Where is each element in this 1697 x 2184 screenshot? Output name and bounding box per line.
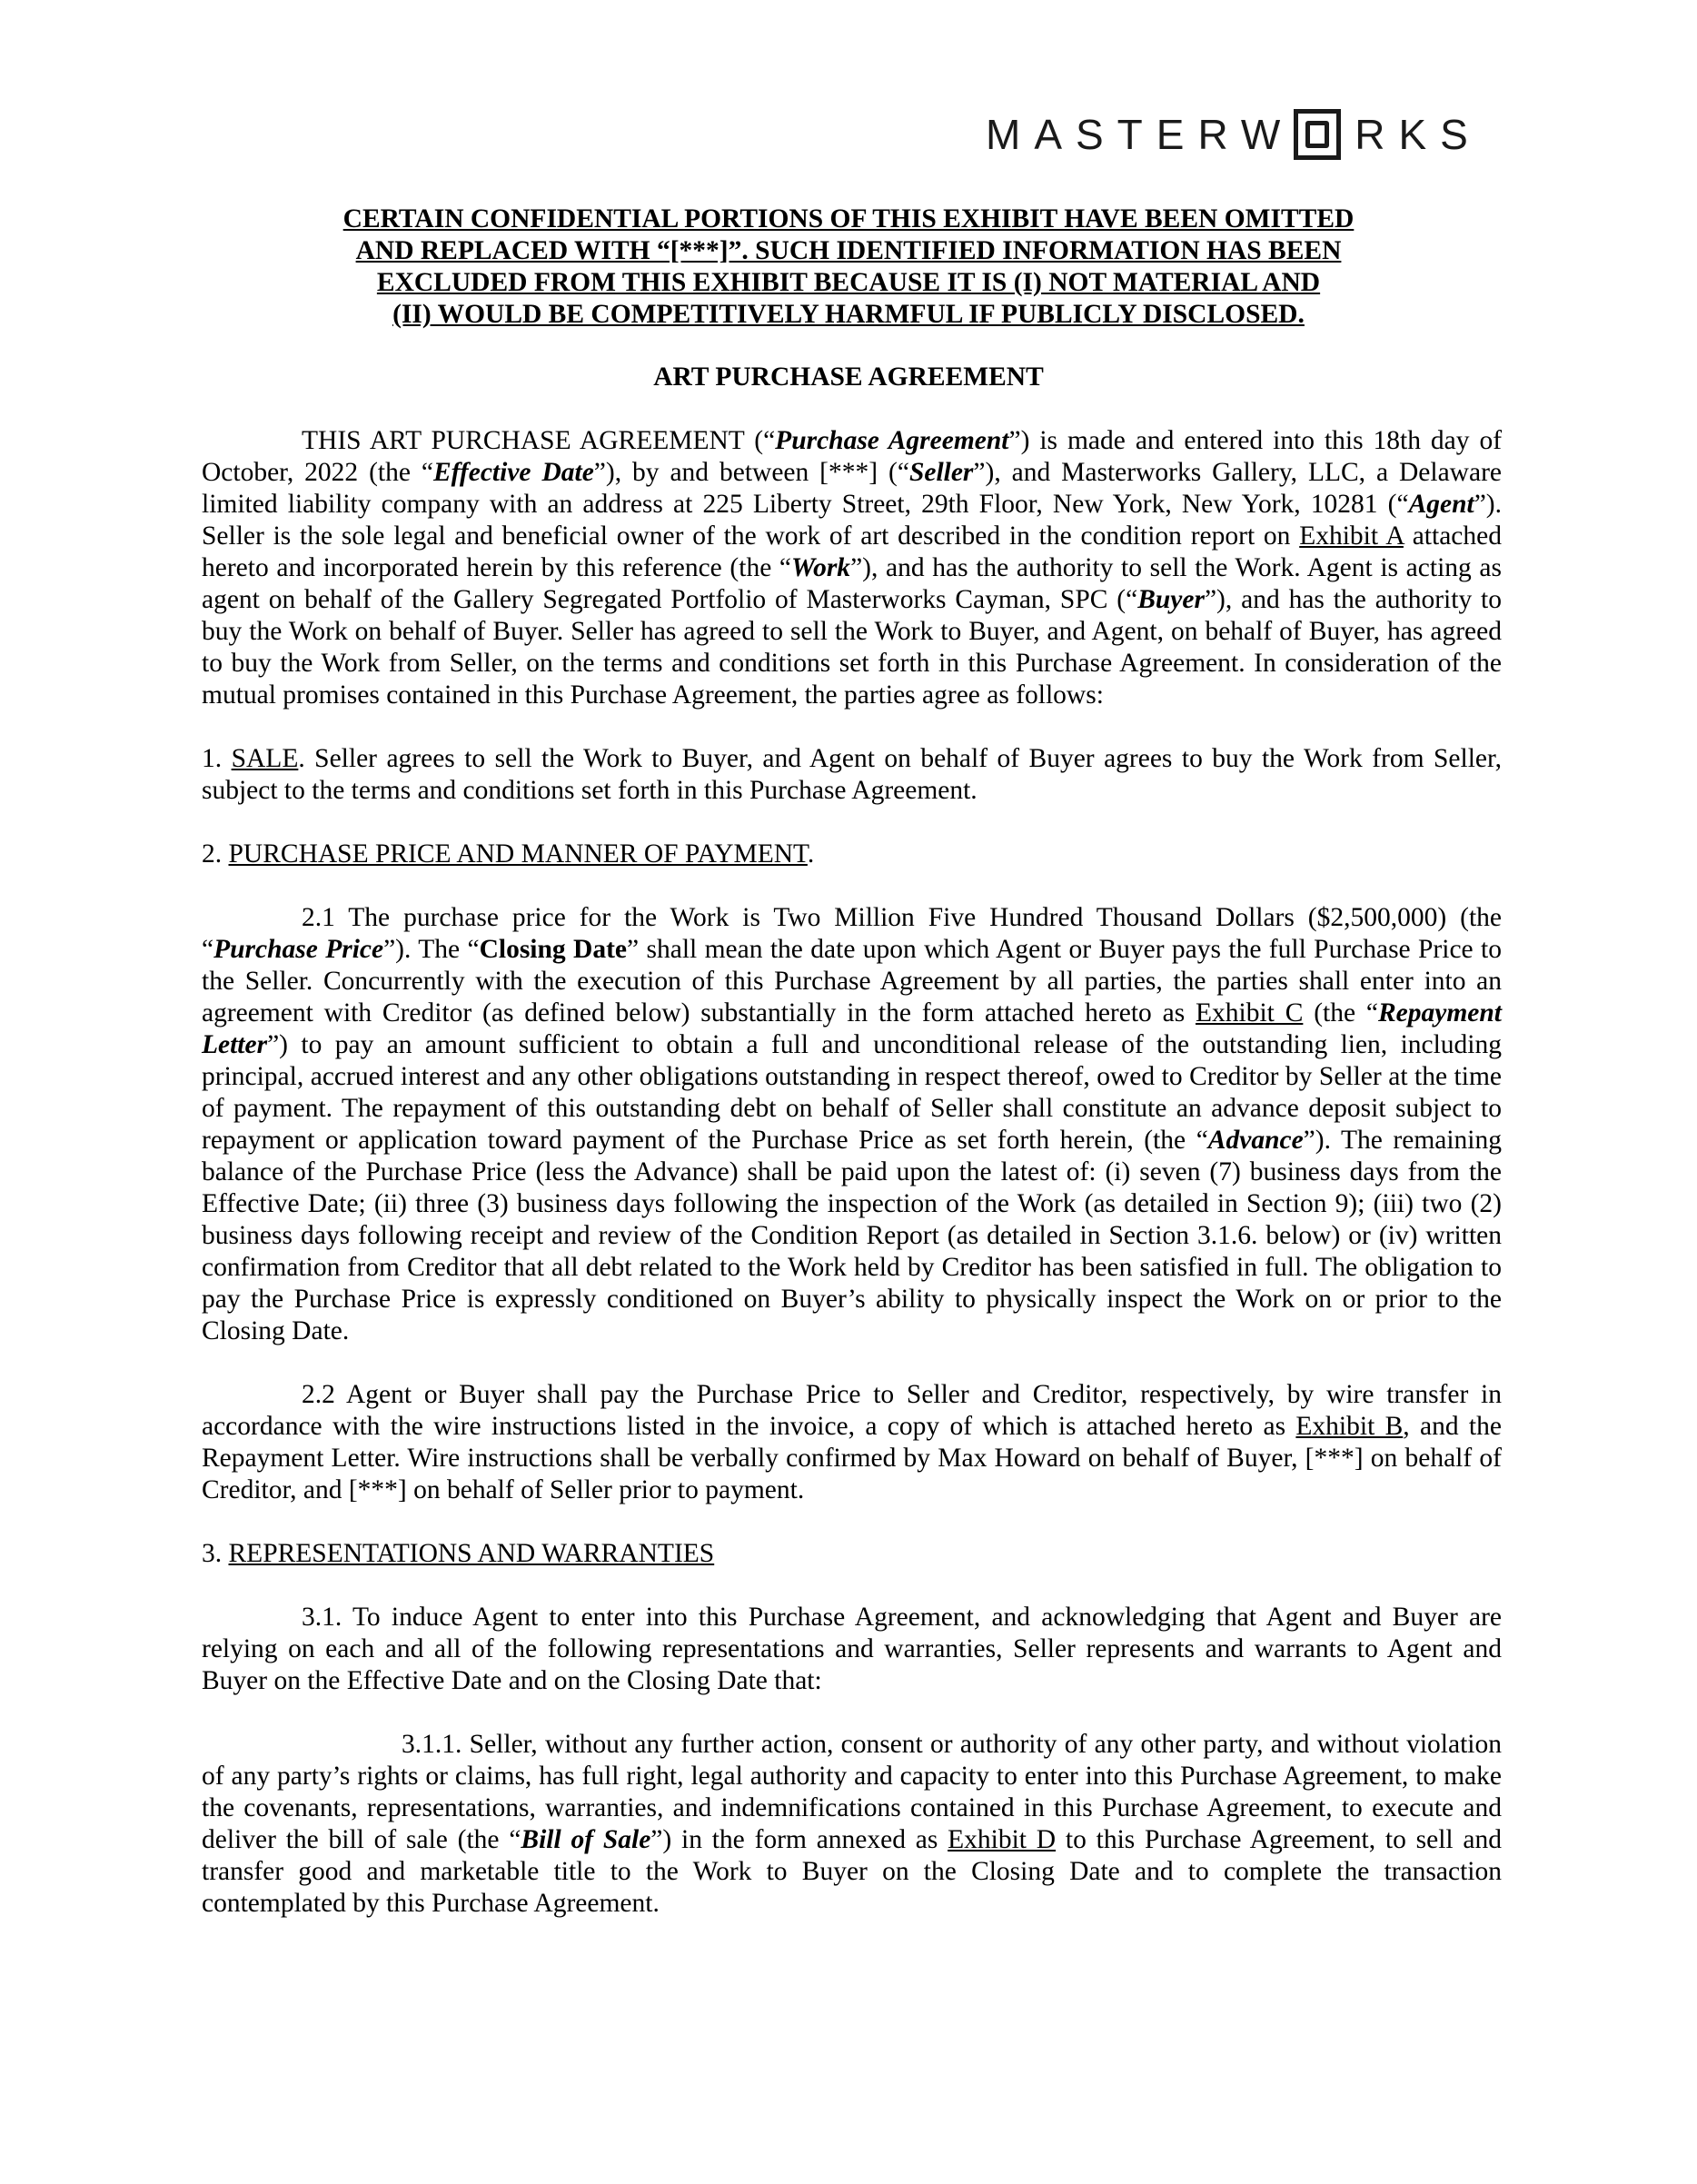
logo-o-box-icon — [1294, 109, 1341, 160]
section-number: 2. — [202, 839, 229, 869]
confidential-line: CERTAIN CONFIDENTIAL PORTIONS OF THIS EXHIBIT HAVE BEEN OMITTED — [342, 204, 1355, 233]
section-text: ”). The “ — [383, 935, 480, 964]
intro-text: ”), and has the authority to sell the Work. Agent is acting as agent on behalf of the Gallery Segregated Portfolio of Masterworks Cayman, SPC (“ — [202, 553, 1502, 614]
defined-term: Repayment Letter — [202, 998, 1502, 1059]
logo-text-right: RKS — [1355, 110, 1482, 158]
section-text: , and the Repayment Letter. Wire instructions shall be verbally confirmed by Max Howard on behalf of Buyer, [***] on behalf of Creditor, and [***] on behalf of Seller prior to payment. — [202, 1412, 1502, 1504]
defined-term: Seller — [908, 458, 974, 487]
section-2-2 — [202, 1379, 1502, 1506]
section-number: 3. — [202, 1539, 229, 1568]
intro-text: ”), by and between [***] (“ — [593, 458, 909, 487]
section-3 — [202, 1538, 1502, 1570]
section-text: 2.2 Agent or Buyer shall pay the Purchase Price to Seller and Creditor, respectively, by wire transfer in accordance with the wire instructions listed in the invoice, a copy of which is attached hereto as — [202, 1380, 1502, 1441]
section-3-1-1 — [202, 1729, 1502, 1920]
intro-text: ”), and Masterworks Gallery, LLC, a Delaware limited liability company with an address at 225 Liberty Street, 29th Floor, New York, New York, 10281 (“ — [202, 458, 1503, 519]
intro-text: ”) is made and entered into this 18th day of October, 2022 (the “ — [202, 426, 1503, 487]
section-number: 1. — [202, 744, 232, 773]
section-text: 3.1.1. Seller, without any further action, consent or authority of any other party, and without violation of any party’s rights or claims, has full right, legal authority and capacity to enter into this Purchase Agreement, to make the covenants, representations, warranties, and indemnifications contained in this Purchase Agreement, to execute and deliver the bill of sale (the “ — [202, 1730, 1502, 1854]
masterworks-logo — [986, 107, 1482, 162]
exhibit-a-link: Exhibit A — [1299, 521, 1404, 551]
defined-term: Effective Date — [432, 458, 594, 487]
section-2-1 — [202, 902, 1502, 1347]
intro-text: attached hereto and incorporated herein by this reference (the “ — [202, 521, 1502, 582]
defined-term: Work — [791, 553, 851, 582]
defined-term: Purchase Agreement — [775, 426, 1009, 455]
section-text: ”). The remaining balance of the Purchase Price (less the Advance) shall be paid upon the latest of: (i) seven (7) business days from the Effective Date; (ii) three (3) business days following the inspection of the Work (as detailed in Section 9); (iii) two (2) business days following receipt and review of the Condition Report (as detailed in Section 3.1.6. below) or (iv) written confirmation from Creditor that all debt related to the Work held by Creditor has been satisfied in full. The obligation to pay the Purchase Price is expressly conditioned on Buyer’s ability to physically inspect the Work on or prior to the Closing Date. — [202, 1126, 1502, 1345]
section-heading: SALE — [231, 744, 299, 773]
exhibit-b-link: Exhibit B — [1295, 1412, 1404, 1441]
document-title: ART PURCHASE AGREEMENT — [653, 362, 1044, 392]
intro-text: ”). Seller is the sole legal and beneficial owner of the work of art described in the condition report on — [202, 490, 1502, 551]
exhibit-c-link: Exhibit C — [1196, 998, 1304, 1027]
intro-text: ”), and has the authority to buy the Work on behalf of Buyer. Seller has agreed to sell the Work to Buyer, and Agent, on behalf of Buyer, has agreed to buy the Work from Seller, on the terms and conditions set forth in this Purchase Agreement. In consideration of the mutual promises contained in this Purchase Agreement, the parties agree as follows: — [202, 585, 1503, 710]
section-text: to this Purchase Agreement, to sell and transfer good and marketable title to the Work to Buyer on the Closing Date and to complete the transaction contemplated by this Purchase Agreement. — [202, 1825, 1502, 1918]
section-text: 2.1 The purchase price for the Work is Two Million Five Hundred Thousand Dollars ($2,500,000) (the “ — [202, 903, 1502, 964]
exhibit-d-link: Exhibit D — [948, 1825, 1057, 1854]
defined-term: Closing Date — [479, 935, 628, 964]
section-text: (the “ — [1303, 998, 1378, 1027]
section-text: . Seller agrees to sell the Work to Buyer, and Agent on behalf of Buyer agrees to buy the Work from Seller, subject to the terms and conditions set forth in this Purchase Agreement. — [202, 744, 1503, 805]
section-heading: REPRESENTATIONS AND WARRANTIES — [228, 1539, 715, 1568]
defined-term: Purchase Price — [213, 935, 384, 964]
confidential-line: EXCLUDED FROM THIS EXHIBIT BECAUSE IT IS (I) NOT MATERIAL AND — [376, 268, 1321, 297]
section-1 — [202, 743, 1502, 807]
section-text: ”) in the form annexed as — [650, 1825, 948, 1854]
defined-term: Buyer — [1137, 585, 1205, 614]
defined-term: Bill of Sale — [521, 1825, 651, 1854]
section-text: . — [807, 839, 815, 869]
confidential-notice — [273, 204, 1424, 331]
defined-term: Advance — [1207, 1126, 1304, 1155]
section-3-1 — [202, 1602, 1502, 1697]
section-2 — [202, 839, 1502, 870]
intro-paragraph — [202, 425, 1502, 711]
confidential-line: AND REPLACED WITH “[***]”. SUCH IDENTIFIED INFORMATION HAS BEEN — [355, 236, 1342, 265]
intro-text: THIS ART PURCHASE AGREEMENT (“ — [302, 426, 776, 455]
section-text: ” shall mean the date upon which Agent or Buyer pays the full Purchase Price to the Seller. Concurrently with the execution of this Purchase Agreement by all parties, the parties shall enter into an agreement with Creditor (as defined below) substantially in the form attached hereto as — [202, 935, 1502, 1027]
section-text: 3.1. To induce Agent to enter into this Purchase Agreement, and acknowledging that Agent and Buyer are relying on each and all of the following representations and warranties, Seller represents and warrants to Agent and Buyer on the Effective Date and on the Closing Date that: — [202, 1603, 1502, 1695]
logo-text-left: MASTERW — [986, 110, 1295, 158]
defined-term: Agent — [1408, 490, 1474, 519]
confidential-line: (II) WOULD BE COMPETITIVELY HARMFUL IF PUBLICLY DISCLOSED. — [392, 300, 1305, 329]
section-heading: PURCHASE PRICE AND MANNER OF PAYMENT — [228, 839, 808, 869]
section-text: ”) to pay an amount sufficient to obtain a full and unconditional release of the outstanding lien, including principal, accrued interest and any other obligations outstanding in respect thereof, owed to Creditor by Seller at the time of payment. The repayment of this outstanding debt on behalf of Seller shall constitute an advance deposit subject to repayment or application toward payment of the Purchase Price as set forth herein, (the “ — [202, 1030, 1502, 1155]
